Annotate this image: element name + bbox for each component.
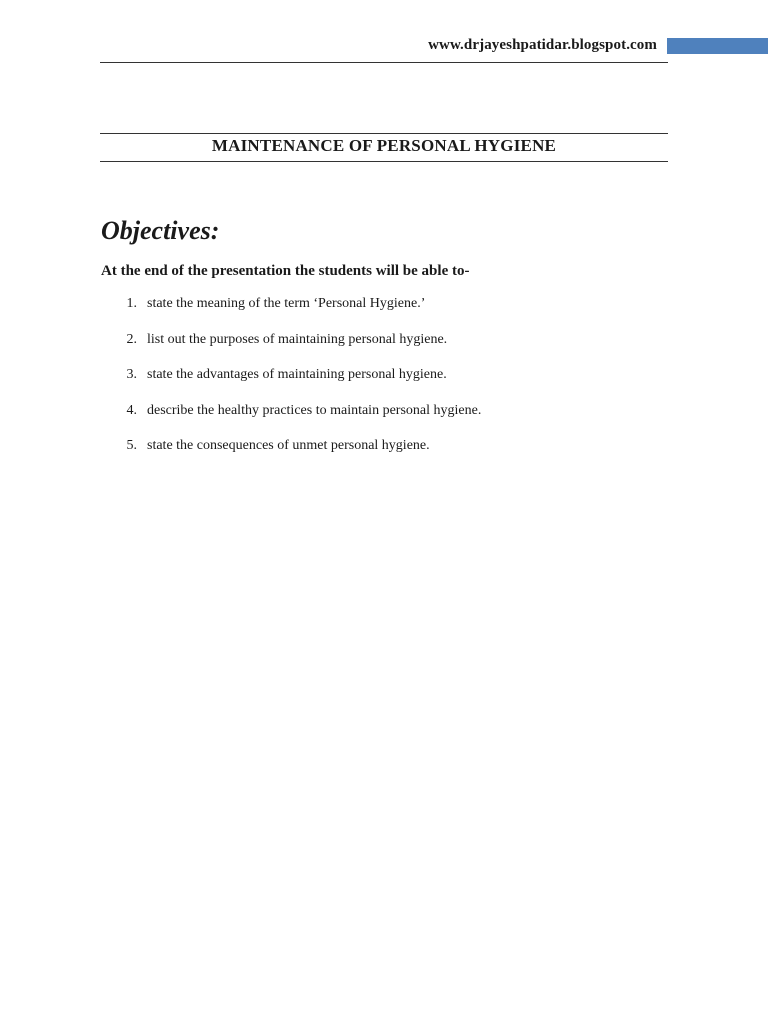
objective-number: 5.	[126, 438, 137, 453]
objective-number: 3.	[126, 367, 137, 382]
objective-text: state the meaning of the term ‘Personal Hygiene.’	[147, 296, 426, 311]
document-title: MAINTENANCE OF PERSONAL HYGIENE	[211, 136, 557, 155]
intro-line: At the end of the presentation the students will be able to-	[101, 263, 470, 279]
objective-text: state the consequences of unmet personal hygiene.	[147, 438, 430, 453]
title-rule-bottom	[100, 161, 668, 162]
objective-number: 1.	[126, 296, 137, 311]
header-rule	[100, 62, 668, 63]
objective-text: state the advantages of maintaining personal hygiene.	[147, 367, 447, 382]
header-url: www.drjayeshpatidar.blogspot.com	[428, 37, 657, 53]
objective-number: 2.	[126, 331, 137, 347]
title-rule-top	[100, 133, 668, 134]
header-accent-bar	[667, 38, 768, 54]
objective-number: 4.	[126, 402, 137, 418]
objective-text: list out the purposes of maintaining personal hygiene.	[147, 331, 448, 347]
objective-text: describe the healthy practices to maintain personal hygiene.	[147, 402, 482, 418]
section-heading: Objectives:	[101, 216, 220, 245]
